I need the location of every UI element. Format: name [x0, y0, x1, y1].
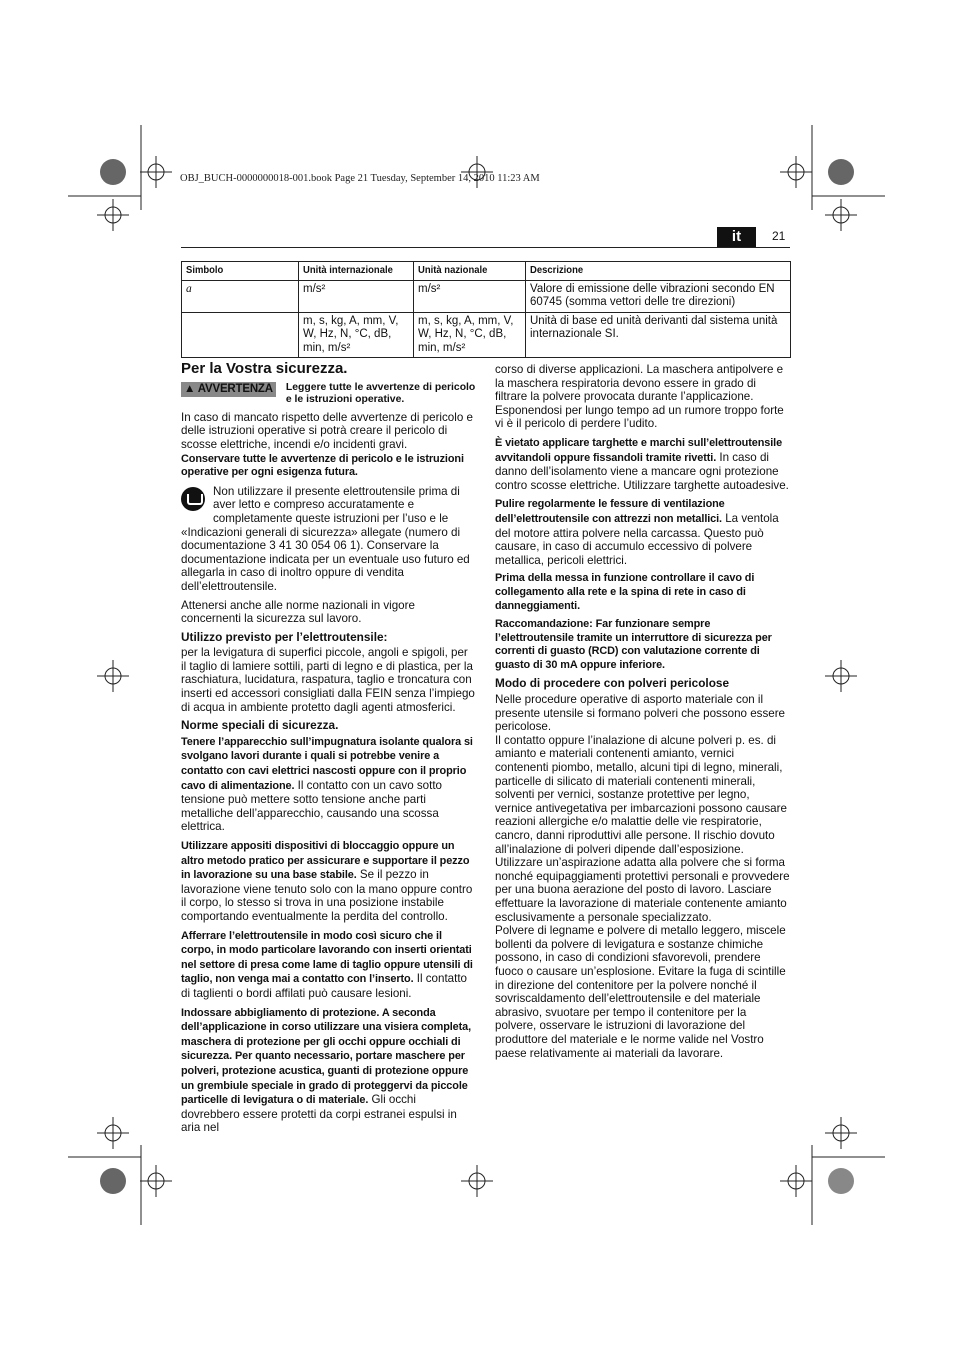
table-header-cell: Unità nazionale: [414, 262, 515, 281]
paragraph: [181, 735, 476, 834]
paragraph: [495, 436, 790, 492]
warning-badge-label: AVVERTENZA: [197, 382, 273, 395]
crosshair-icon: [140, 1165, 172, 1197]
subheading: Modo di procedere con polveri pericolose: [495, 676, 730, 691]
bold-text: Afferrare l’elettroutensile in modo così sicuro che il corpo, in modo particolare lavorando con inserti orientati nel settore di presa come lame di taglio oppure utensili di taglio, non venga mai a contatto con l’inserto.: [181, 929, 473, 986]
paragraph: [181, 485, 476, 594]
table-header-cell: Simbolo: [182, 262, 287, 281]
gray-target-icon: [100, 1168, 126, 1194]
file-header-line: OBJ_BUCH-0000000018-001.book Page 21 Tuesday, September 14, 2010 11:23 AM: [180, 173, 540, 184]
normal-text: Il contatto con un cavo sotto tensione può mettere sotto tensione anche parti metalliche dell’apparecchio, causando una scossa elettrica.: [181, 778, 442, 834]
warning-block: [181, 382, 476, 407]
paragraph-text: Non utilizzare il presente elettroutensile prima di aver letto e compreso accuratamente e completamente queste istruzioni per l’uso e le «Indicazioni generali di sicurezza» allegate (numero di documentazione 3 41 30 054 06 1). Conservare la documentazione indicata per un eventuale uso futuro ed allegarla in caso di inoltro oppure di vendita dell’elettroutensile.: [181, 484, 470, 593]
bold-text: È vietato applicare targhette e marchi sull’elettroutensile avvitandoli oppure fissandoli tramite rivetti.: [495, 436, 783, 464]
subheading: Norme speciali di sicurezza.: [181, 718, 339, 733]
table-header-cell: Unità internazionale: [299, 262, 403, 281]
table-cell: a: [182, 280, 299, 312]
right-column: [495, 363, 790, 1065]
paragraph: [181, 839, 476, 924]
bold-text: Utilizzare appositi dispositivi di bloccaggio oppure un altro metodo pratico per assicurare e supportare il pezzo in lavorazione su una base stabile.: [181, 840, 470, 882]
crosshair-icon: [780, 1165, 812, 1197]
bold-text: Tenere l’apparecchio sull’impugnatura isolante qualora si svolgano lavori durante i quali si potrebbe venire a contatto con cavi elettrici nascosti oppure con il proprio cavo di alimentazione.: [181, 735, 473, 792]
table-row: [182, 280, 791, 312]
gray-target-icon: [828, 1168, 854, 1194]
paragraph: Il contatto oppure l’inalazione di alcune polveri p. es. di amianto e materiali contenenti amianto, vernici contenenti piombo, metallo, alcuni tipi di legno, minerali, particelle di silicato di materiali contenenti minerali, solventi per vernici, sostanze protettive per legno, vernice antivegetativa per imbarcazioni possono causare reazioni allergiche e/o malattie delle vie respiratorie, cancro, danni riproduttivi alle persone. Il rischio dovuto all’inalazione di polveri dipende dall’esposizione. Utilizzare un’aspirazione adatta alla polvere che si forma nonché equipaggiamenti protettivi personali e provvedere per una buona aerazione del posto di lavoro. Lasciare effettuare la lavorazione di materiale contenente amianto esclusivamente a personale specializzato.: [495, 733, 790, 924]
paragraph-bold: Conservare tutte le avvertenze di pericolo e le istruzioni operative per ogni esigenza futura.: [181, 452, 464, 479]
subheading: Utilizzo previsto per l’elettroutensile:: [181, 629, 388, 644]
read-manual-icon: [181, 487, 205, 511]
paragraph: per la levigatura di superfici piccole, angoli e spigoli, per il taglio di lamiere sottili, parti di legno e di plastica, per la raschiatura, lucidatura, raspatura, taglio e troncatura con inserti ed accessori consigliati dalla FEIN senza l’impiego di acqua in ambiente protetto dagli agenti atmosferici.: [181, 646, 475, 714]
crosshair-icon: [140, 156, 172, 188]
table-header-row: [182, 262, 791, 281]
table-cell: m/s²: [299, 280, 414, 312]
paragraph: In caso di mancato rispetto delle avvertenze di pericolo e delle istruzioni operative si potrà creare il pericolo di scosse elettriche, incendi e/o incidenti gravi.: [181, 410, 473, 451]
gray-target-icon: [100, 159, 126, 185]
paragraph: [495, 497, 790, 567]
paragraph: Nelle procedure operative di asporto materiale con il presente utensile si formano polveri che possono essere pericolose.: [495, 693, 786, 734]
crosshair-icon: [97, 1117, 129, 1149]
paragraph-bold: Raccomandazione: Far funzionare sempre l’elettroutensile tramite un interruttore di sicurezza per correnti di guasto (RCD) con valutazione corrente di guasto di 30 mA oppure inferiore.: [495, 618, 772, 671]
language-badge: it: [717, 227, 756, 247]
crosshair-icon: [825, 199, 857, 231]
symbol-table: [181, 261, 791, 358]
crosshair-icon: [825, 1117, 857, 1149]
crosshair-icon: [825, 660, 857, 692]
normal-text: Se il pezzo in lavorazione viene tenuto solo con la mano oppure contro il corpo, lo stesso si trova in una posizione instabile comportando eventualmente la perdita del controllo.: [181, 868, 473, 923]
table-cell: m, s, kg, A, mm, V, W, Hz, N, °C, dB, min, m/s²: [414, 312, 526, 358]
paragraph: [181, 1006, 476, 1135]
paragraph: Polvere di legname e polvere di metallo leggero, miscele bollenti da polvere di levigatura e sostanze chimiche possono, in caso di condizioni sfavorevoli, prendere fuoco o causare un’esplosione. Evitare la fuga di scintille in direzione del contenitore per la polvere nonché il sovriscaldamento dell’elettroutensile e del materiale abrasivo, svuotare per tempo il contenitore per la polvere, osservare le istruzioni di lavorazione del produttore del materiale e le norme valide nel Vostro paese relativamente ai materiali da lavorare.: [495, 924, 786, 1060]
left-column: [181, 362, 476, 1140]
paragraph: Attenersi anche alle norme nazionali in vigore concernenti la sicurezza sul lavoro.: [181, 598, 415, 626]
table-cell: m, s, kg, A, mm, V, W, Hz, N, °C, dB, min, m/s²: [299, 312, 414, 358]
table-row: [182, 312, 791, 358]
section-title: Per la Vostra sicurezza.: [181, 360, 348, 377]
warning-badge: [181, 382, 276, 398]
table-cell: Valore di emissione delle vibrazioni secondo EN 60745 (somma vettori delle tre direzioni): [526, 280, 791, 312]
warning-triangle-icon: ▲: [184, 382, 196, 395]
crosshair-icon: [780, 156, 812, 188]
paragraph-bold: Prima della messa in funzione controllare il cavo di collegamento alla rete e la spina di rete in caso di danneggiamenti.: [495, 572, 755, 612]
paragraph: corso di diverse applicazioni. La maschera antipolvere e la maschera respiratoria devono essere in grado di filtrare la polvere provocata durante l’applicazione. Esponendosi per lungo tempo ad un rumore troppo forte vi è il pericolo di perdere l’udito.: [495, 363, 784, 431]
table-cell: Unità di base ed unità derivanti dal sistema unità internazionale SI.: [526, 312, 791, 358]
table-cell: m/s²: [414, 280, 526, 312]
bold-text: Pulire regolarmente le fessure di ventilazione dell’elettroutensile con attrezzi non metallici.: [495, 498, 725, 525]
page-number: 21: [772, 229, 786, 243]
crosshair-icon: [461, 1165, 493, 1197]
table-cell: [182, 312, 299, 358]
warning-text: Leggere tutte le avvertenze di pericolo e le istruzioni operative.: [285, 381, 476, 406]
normal-text: Gli occhi dovrebbero essere protetti da corpi estranei espulsi in aria nel: [181, 1093, 457, 1135]
header-rule: [181, 247, 790, 248]
table-header-cell: Descrizione: [526, 262, 765, 281]
crosshair-icon: [97, 199, 129, 231]
crosshair-icon: [97, 660, 129, 692]
paragraph: [181, 929, 476, 1001]
normal-text: In caso di danno dell’isolamento viene a mancare ogni protezione contro scosse elettriche. Utilizzare targhette autoadesive.: [495, 450, 789, 492]
bold-text: Indossare abbigliamento di protezione. A seconda dell’applicazione in corso utilizzare una visiera completa, maschera di protezione per gli occhi oppure occhiali di sicurezza. Per quanto necessario, portare maschere per polveri, protezione acustica, guanti di protezione oppure un grembiule speciale in grado di proteggervi da piccole particelle di levigatura o di materiale.: [181, 1006, 472, 1107]
normal-text: Il contatto di taglienti o bordi affilati può causare lesioni.: [181, 972, 468, 1000]
normal-text: La ventola del motore attira polvere nella carcassa. Questo può causare, in caso di accumulo eccessivo di polvere metallica, pericoli elettrici.: [495, 511, 779, 567]
gray-target-icon: [828, 159, 854, 185]
